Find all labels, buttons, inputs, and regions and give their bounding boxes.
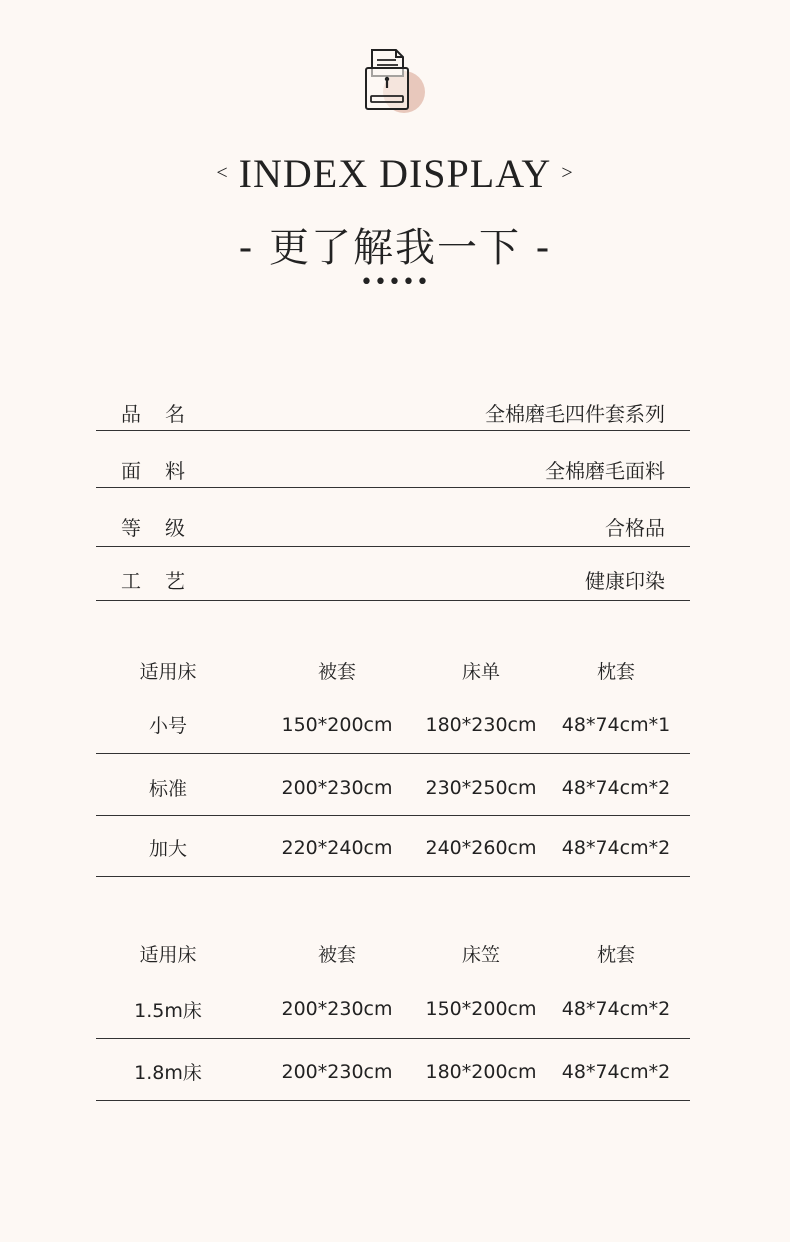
table-cell: 48*74cm*2 <box>561 998 671 1020</box>
info-label: 等级 <box>121 516 209 540</box>
table-cell: 230*250cm <box>425 777 537 799</box>
table-cell: 240*260cm <box>425 837 537 859</box>
table-cell: 200*230cm <box>281 1061 393 1083</box>
table-cell: 1.8m床 <box>134 1062 202 1084</box>
info-label: 品名 <box>121 402 209 426</box>
table-header: 适用床 <box>139 944 197 966</box>
table-cell: 48*74cm*1 <box>561 714 671 736</box>
size-table-1 <box>96 655 690 877</box>
table-header: 适用床 <box>139 661 197 683</box>
title-chinese: - 更了解我一下 - <box>238 225 552 271</box>
info-value: 全棉磨毛面料 <box>545 459 665 483</box>
table-cell: 小号 <box>148 715 187 737</box>
size-table-2 <box>96 938 690 1101</box>
table-header: 枕套 <box>596 661 635 683</box>
info-row <box>96 488 690 547</box>
table-cell: 150*200cm <box>425 998 537 1020</box>
arrow-right: > <box>561 162 574 185</box>
product-info <box>96 392 690 601</box>
info-row <box>96 392 690 431</box>
table-header: 床单 <box>461 661 500 683</box>
info-value: 全棉磨毛四件套系列 <box>485 402 665 426</box>
table-header: 枕套 <box>596 944 635 966</box>
table-row <box>96 996 690 1039</box>
table-cell: 180*230cm <box>425 714 537 736</box>
table-row <box>96 1039 690 1101</box>
table-cell: 48*74cm*2 <box>561 777 671 799</box>
table-header: 床笠 <box>461 944 500 966</box>
info-value: 合格品 <box>605 516 665 540</box>
table-cell: 180*200cm <box>425 1061 537 1083</box>
table-cell: 标准 <box>148 778 187 800</box>
arrow-left: < <box>216 162 229 185</box>
table-cell: 150*200cm <box>281 714 393 736</box>
table-cell: 1.5m床 <box>134 1000 202 1022</box>
title-english <box>0 150 790 197</box>
table-cell: 48*74cm*2 <box>561 837 671 859</box>
table-row <box>96 754 690 816</box>
table-cell: 220*240cm <box>281 837 393 859</box>
table-row <box>96 711 690 754</box>
info-label: 工艺 <box>121 569 209 593</box>
info-value: 健康印染 <box>585 569 665 593</box>
decorative-dots: ••••• <box>360 270 430 295</box>
table-header: 被套 <box>317 661 356 683</box>
table-header-row <box>96 938 690 996</box>
table-cell: 200*230cm <box>281 777 393 799</box>
table-row <box>96 816 690 877</box>
table-header: 被套 <box>317 944 356 966</box>
title-english-text: INDEX DISPLAY <box>238 151 552 196</box>
table-cell: 200*230cm <box>281 998 393 1020</box>
table-header-row <box>96 655 690 711</box>
document-mailbox-icon <box>360 44 430 116</box>
table-cell: 加大 <box>148 838 187 860</box>
info-row <box>96 431 690 488</box>
table-cell: 48*74cm*2 <box>561 1061 671 1083</box>
info-row <box>96 547 690 601</box>
info-label: 面料 <box>121 459 209 483</box>
